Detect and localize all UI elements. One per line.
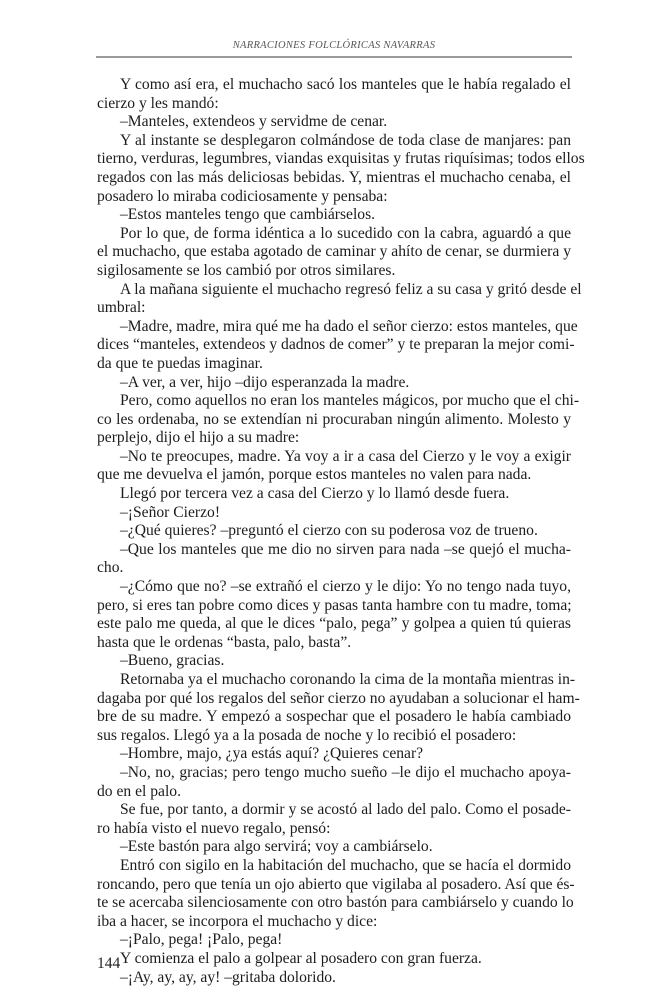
text-line: que me devuelva el jamón, porque estos manteles no valen para nada. <box>97 466 532 484</box>
text-line: –¡Ay, ay, ay, ay! –gritaba dolorido. <box>120 968 336 986</box>
text-line: –No, no, gracias; pero tengo mucho sueño –le dijo el muchacho apoya- <box>120 763 571 781</box>
text-line: Por lo que, de forma idéntica a lo sucedido con la cabra, aguardó a que <box>120 224 571 242</box>
text-line: Y comienza el palo a golpear al posadero con gran fuerza. <box>120 949 482 967</box>
text-line: –Estos manteles tengo que cambiárselos. <box>120 206 376 224</box>
text-line: co les ordenaba, no se extendían ni procuraban ningún alimento. Molesto y <box>97 410 571 428</box>
text-line: iba a hacer, se incorpora el muchacho y dice: <box>97 912 378 930</box>
page-number: 144 <box>97 955 121 972</box>
text-line: umbral: <box>97 299 146 317</box>
text-line: –No te preocupes, madre. Ya voy a ir a casa del Cierzo y le voy a exigir <box>120 447 571 465</box>
text-line: da que te puedas imaginar. <box>97 354 263 372</box>
text-line: –Este bastón para algo servirá; voy a cambiárselo. <box>120 838 433 856</box>
text-line: –Que los manteles que me dio no sirven para nada –se quejó el mucha- <box>120 540 571 558</box>
text-line: –¿Qué quieres? –preguntó el cierzo con su poderosa voz de trueno. <box>120 522 538 540</box>
text-line: –Madre, madre, mira qué me ha dado el señor cierzo: estos manteles, que <box>120 317 578 335</box>
text-line: Retornaba ya el muchacho coronando la cima de la montaña mientras in- <box>120 671 576 688</box>
text-line: roncando, pero que tenía un ojo abierto que vigilaba al posadero. Así que és- <box>97 875 575 893</box>
text-line: posadero lo miraba codiciosamente y pensaba: <box>97 187 388 205</box>
text-line: cierzo y les mandó: <box>97 94 219 112</box>
header-rule <box>96 56 572 58</box>
text-line: –¡Señor Cierzo! <box>120 503 221 521</box>
text-line: el muchacho, que estaba agotado de caminar y ahíto de cenar, se durmiera y <box>97 243 571 261</box>
text-line: –Bueno, gracias. <box>120 652 225 670</box>
text-line: –¡Palo, pega! ¡Palo, pega! <box>120 931 283 949</box>
text-line: hasta que le ordenas “basta, palo, basta”. <box>97 633 352 651</box>
body-text <box>97 76 585 987</box>
text-line: Pero, como aquellos no eran los manteles mágicos, por mucho que el chi- <box>120 392 580 410</box>
text-line: pero, si eres tan pobre como dices y pasas tanta hambre con tu madre, toma; <box>97 596 572 614</box>
text-line: este palo me queda, al que le dices “palo, pega” y golpea a quien tú quieras <box>97 615 571 633</box>
text-line: ro había visto el nuevo regalo, pensó: <box>97 819 331 837</box>
text-line: sigilosamente se los cambió por otros similares. <box>97 261 396 279</box>
text-line: Llegó por tercera vez a casa del Cierzo y lo llamó desde fuera. <box>120 485 510 503</box>
text-line: te se acercaba silenciosamente con otro bastón para cambiárselo y cuando lo <box>97 894 574 912</box>
text-line: –¿Cómo que no? –se extrañó el cierzo y le dijo: Yo no tengo nada tuyo, <box>120 578 571 596</box>
text-line: Y al instante se desplegaron colmándose de toda clase de manjares: pan <box>120 131 571 149</box>
text-line: regados con las más deliciosas bebidas. Y, mientras el muchacho cenaba, el <box>97 168 571 186</box>
running-head: NARRACIONES FOLCLÓRICAS NAVARRAS <box>232 40 436 51</box>
text-line: –Hombre, majo, ¿ya estás aquí? ¿Quieres cenar? <box>120 745 424 763</box>
text-line: tierno, verduras, legumbres, viandas exquisitas y frutas riquísimas; todos ellos <box>97 150 585 168</box>
text-line: Se fue, por tanto, a dormir y se acostó al lado del palo. Como el posade- <box>120 801 571 819</box>
text-line: do en el palo. <box>97 782 182 800</box>
text-line: –Manteles, extendeos y servidme de cenar. <box>120 113 388 131</box>
text-line: A la mañana siguiente el muchacho regresó feliz a su casa y gritó desde el <box>120 280 582 298</box>
text-line: sus regalos. Llegó ya a la posada de noche y lo recibió el posadero: <box>97 726 517 744</box>
text-line: perplejo, dijo el hijo a su madre: <box>97 429 300 447</box>
text-line: dagaba por qué los regalos del señor cierzo no ayudaban a solucionar el ham- <box>97 689 580 707</box>
text-line: bre de su madre. Y empezó a sospechar que el posadero le había cambiado <box>97 708 571 726</box>
text-line: –A ver, a ver, hijo –dijo esperanzada la madre. <box>120 373 410 391</box>
text-line: cho. <box>97 559 124 577</box>
text-line: Y como así era, el muchacho sacó los manteles que le había regalado el <box>120 76 571 93</box>
text-line: dices “manteles, extendeos y dadnos de comer” y te preparan la mejor comi- <box>97 336 575 354</box>
text-line: Entró con sigilo en la habitación del muchacho, que se hacía el dormido <box>120 856 571 874</box>
